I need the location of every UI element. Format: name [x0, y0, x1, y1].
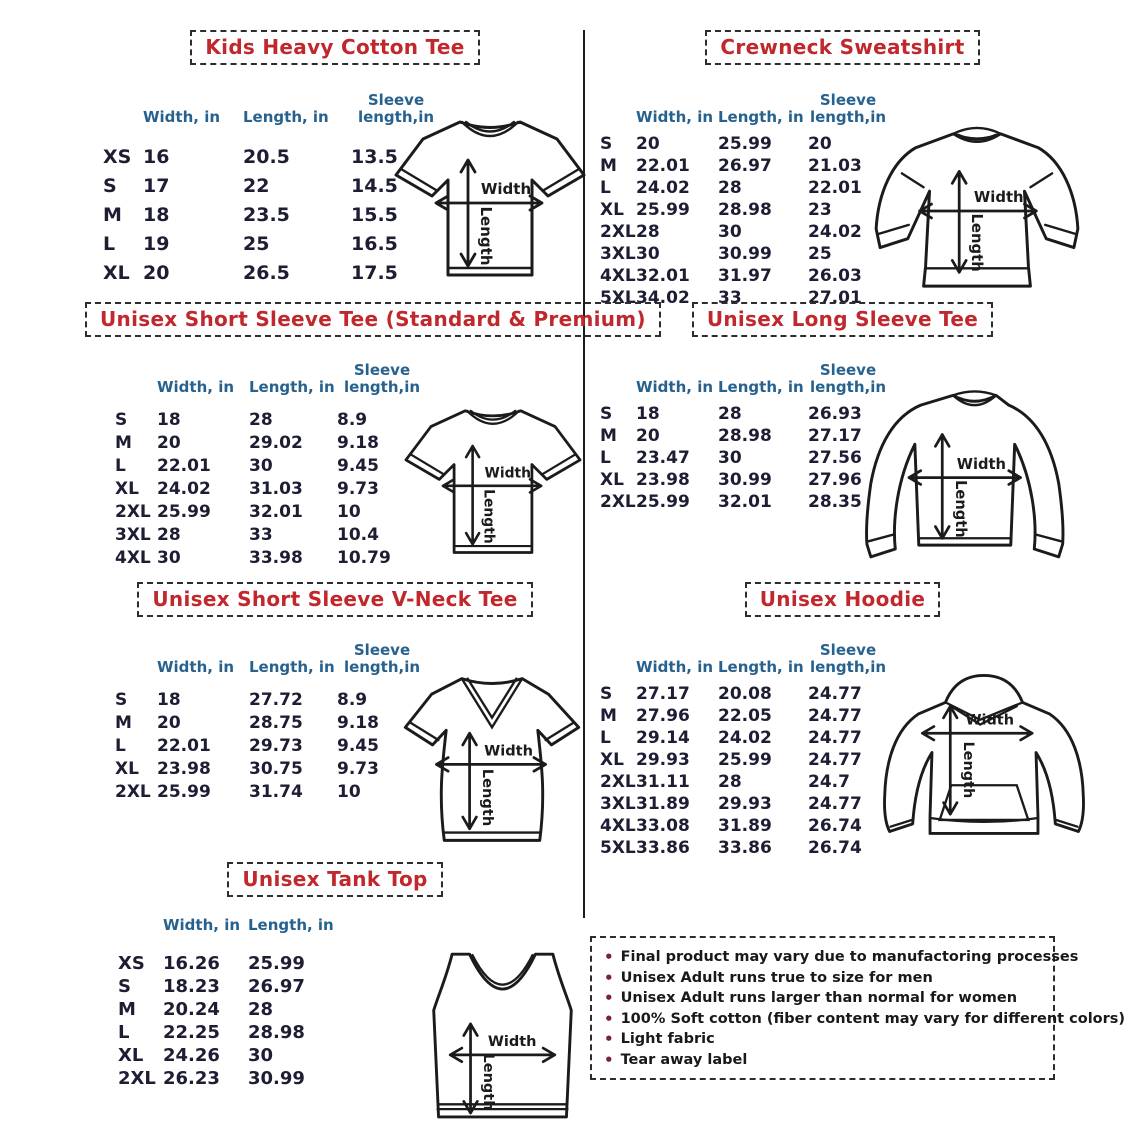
section-unisex-hoodie [595, 582, 1090, 864]
product-notes-box [590, 936, 1126, 1080]
column-header: Length, in [718, 378, 804, 396]
section-title: Unisex Short Sleeve V-Neck Tee [137, 582, 532, 617]
size-row [600, 469, 888, 491]
measurement-value: 28.75 [249, 712, 303, 733]
size-row [600, 425, 888, 447]
size-table [600, 632, 888, 859]
size-label: 4XL [115, 547, 151, 568]
size-label: 3XL [600, 794, 636, 814]
size-row [118, 998, 358, 1021]
measurement-value: 27.56 [808, 448, 862, 468]
measurement-value: 24.02 [636, 178, 690, 198]
measurement-value: 30.99 [718, 244, 772, 264]
measurement-value: 30 [718, 222, 742, 242]
measurement-value: 20 [808, 134, 832, 154]
measurement-value: 28.98 [718, 200, 772, 220]
long-sleeve-tee-illustration [862, 385, 1092, 577]
measurement-value: 29.93 [636, 750, 690, 770]
measurement-value: 20 [636, 426, 660, 446]
measurement-value: 26.97 [248, 976, 305, 997]
note-item [604, 988, 1043, 1009]
column-header: Width, in [157, 378, 235, 396]
measurement-value: 19 [143, 232, 170, 255]
measurement-value: 29.02 [249, 432, 303, 453]
size-table [600, 352, 888, 513]
size-row [600, 837, 888, 859]
column-header: Length, in [249, 378, 335, 396]
width-arrow-label: Width [480, 180, 532, 198]
size-row [115, 523, 427, 546]
measurement-value: 26.93 [808, 404, 862, 424]
measurement-value: 32.01 [718, 492, 772, 512]
size-row [115, 688, 427, 711]
column-header: Length, in [243, 108, 329, 126]
note-text: Tear away label [620, 1051, 748, 1068]
measurement-value: 28.35 [808, 492, 862, 512]
table-header-row [115, 632, 427, 676]
bullet-icon: • [604, 1030, 614, 1048]
size-label: L [115, 735, 126, 756]
size-label: XS [103, 145, 132, 168]
section-unisex-short-sleeve-tee [85, 302, 646, 580]
measurement-value: 9.73 [337, 478, 379, 499]
measurement-value: 15.5 [351, 203, 398, 226]
size-label: 5XL [600, 288, 636, 308]
measurement-value: 18.23 [163, 976, 220, 997]
width-arrow-label: Width [973, 189, 1024, 207]
measurement-value: 30 [636, 244, 660, 264]
size-row [600, 815, 888, 837]
size-row [600, 265, 888, 287]
size-label: M [115, 432, 132, 453]
measurement-value: 26.74 [808, 816, 862, 836]
bullet-icon: • [604, 1050, 614, 1069]
measurement-value: 28 [718, 404, 742, 424]
measurement-value: 24.77 [808, 684, 862, 704]
width-arrow-label: Width [956, 455, 1006, 473]
size-table [115, 632, 427, 803]
measurement-value: 22.01 [157, 735, 211, 756]
bullet-icon: • [604, 948, 614, 966]
measurement-value: 30.75 [249, 758, 303, 779]
measurement-value: 27.72 [249, 689, 303, 710]
measurement-value: 20.08 [718, 684, 772, 704]
measurement-value: 31.97 [718, 266, 772, 286]
size-label: S [600, 404, 613, 424]
measurement-value: 24.02 [157, 478, 211, 499]
measurement-value: 10.79 [337, 547, 391, 568]
size-label: S [118, 976, 131, 997]
size-row [600, 177, 888, 199]
measurement-value: 27.96 [636, 706, 690, 726]
measurement-value: 14.5 [351, 174, 398, 197]
tee-illustration [400, 396, 586, 572]
measurement-value: 30.99 [248, 1068, 305, 1089]
measurement-value: 25.99 [248, 953, 305, 974]
size-label: L [118, 1022, 130, 1043]
size-row [115, 408, 427, 431]
size-label: 4XL [600, 266, 636, 286]
size-label: L [115, 455, 126, 476]
measurement-value: 31.89 [636, 794, 690, 814]
note-text: Unisex Adult runs larger than normal for women [620, 990, 1018, 1006]
measurement-value: 25.99 [157, 781, 211, 802]
size-label: XL [600, 750, 624, 770]
measurement-value: 23.47 [636, 448, 690, 468]
measurement-value: 24.02 [808, 222, 862, 242]
size-label: XL [600, 200, 624, 220]
hoodie-illustration [878, 668, 1090, 864]
size-row [600, 403, 888, 425]
measurement-value: 31.11 [636, 772, 690, 792]
measurement-value: 31.74 [249, 781, 303, 802]
size-row [600, 447, 888, 469]
measurement-value: 22.01 [808, 178, 862, 198]
measurement-value: 26.03 [808, 266, 862, 286]
table-header-row [600, 632, 888, 676]
section-title: Unisex Tank Top [227, 862, 442, 897]
measurement-value: 34.02 [636, 288, 690, 308]
column-header: Width, in [163, 916, 241, 934]
size-row [115, 757, 427, 780]
size-row [600, 771, 888, 793]
size-row [600, 199, 888, 221]
measurement-value: 16.5 [351, 232, 398, 255]
size-label: M [600, 706, 617, 726]
measurement-value: 20.24 [163, 999, 220, 1020]
measurement-value: 24.7 [808, 772, 850, 792]
size-row [600, 793, 888, 815]
size-row [600, 749, 888, 771]
measurement-value: 25.99 [636, 200, 690, 220]
measurement-value: 27.17 [636, 684, 690, 704]
table-header-row [600, 352, 888, 396]
size-row [115, 454, 427, 477]
size-row [115, 734, 427, 757]
measurement-value: 22.01 [636, 156, 690, 176]
measurement-value: 29.14 [636, 728, 690, 748]
size-label: L [600, 178, 611, 198]
size-row [600, 155, 888, 177]
measurement-value: 33.08 [636, 816, 690, 836]
measurement-value: 28 [249, 409, 273, 430]
size-row [600, 727, 888, 749]
measurement-value: 24.77 [808, 794, 862, 814]
size-label: XL [115, 478, 139, 499]
note-item [604, 947, 1079, 968]
length-arrow-label: Length [479, 768, 497, 827]
measurement-value: 21.03 [808, 156, 862, 176]
measurement-value: 33 [718, 288, 742, 308]
size-row [118, 952, 358, 975]
size-label: 2XL [600, 492, 636, 512]
measurement-value: 25.99 [718, 750, 772, 770]
measurement-value: 29.93 [718, 794, 772, 814]
measurement-value: 18 [636, 404, 660, 424]
width-arrow-label: Width [965, 712, 1014, 729]
measurement-value: 30.99 [718, 470, 772, 490]
size-table [600, 82, 888, 309]
measurement-value: 18 [157, 409, 181, 430]
size-label: M [103, 203, 122, 226]
measurement-value: 9.45 [337, 735, 379, 756]
size-row [115, 546, 427, 569]
column-header: Width, in [157, 658, 235, 676]
length-arrow-label: Length [959, 741, 976, 799]
measurement-value: 31.89 [718, 816, 772, 836]
size-label: M [600, 426, 617, 446]
width-arrow-label: Width [487, 1034, 537, 1051]
measurement-value: 26.23 [163, 1068, 220, 1089]
column-header: Sleeve length,in [809, 641, 887, 676]
measurement-value: 30 [718, 448, 742, 468]
measurement-value: 10 [337, 781, 361, 802]
size-row [115, 711, 427, 734]
size-row [115, 431, 427, 454]
note-item [604, 1009, 1126, 1030]
tee-illustration [390, 106, 590, 296]
size-label: M [600, 156, 617, 176]
measurement-value: 33.86 [718, 838, 772, 858]
measurement-value: 9.45 [337, 455, 379, 476]
size-label: 2XL [115, 501, 151, 522]
measurement-value: 13.5 [351, 145, 398, 168]
size-label: 2XL [118, 1068, 156, 1089]
width-arrow-label: Width [484, 465, 532, 482]
note-text: 100% Soft cotton (fiber content may vary for different colors) [620, 1010, 1126, 1027]
bullet-icon: • [604, 989, 614, 1007]
size-label: L [600, 448, 611, 468]
size-row [600, 683, 888, 705]
measurement-value: 23.98 [157, 758, 211, 779]
measurement-value: 28 [636, 222, 660, 242]
column-header: Sleeve length,in [809, 91, 887, 126]
measurement-value: 31.03 [249, 478, 303, 499]
size-label: XL [600, 470, 624, 490]
size-label: 3XL [115, 524, 151, 545]
note-item [604, 1050, 1043, 1071]
column-header: Length, in [718, 108, 804, 126]
measurement-value: 25 [243, 232, 270, 255]
measurement-value: 23 [808, 200, 832, 220]
measurement-value: 33.98 [249, 547, 303, 568]
column-header: Length, in [249, 658, 335, 676]
size-row [118, 1067, 358, 1090]
size-label: S [600, 684, 613, 704]
measurement-value: 20 [157, 712, 181, 733]
measurement-value: 9.73 [337, 758, 379, 779]
column-header: Width, in [636, 658, 714, 676]
size-row [118, 975, 358, 998]
size-label: L [103, 232, 116, 255]
measurement-value: 8.9 [337, 409, 368, 430]
bullet-icon: • [604, 968, 614, 987]
length-arrow-label: Length [480, 1053, 497, 1111]
measurement-value: 33 [249, 524, 273, 545]
length-arrow-label: Length [968, 213, 986, 272]
table-header-row [600, 82, 888, 126]
vneck-tee-illustration [398, 665, 586, 855]
size-row [600, 491, 888, 513]
measurement-value: 28 [248, 999, 274, 1020]
measurement-value: 32.01 [249, 501, 303, 522]
size-label: XL [103, 261, 130, 284]
measurement-value: 28.98 [718, 426, 772, 446]
measurement-value: 28 [157, 524, 181, 545]
section-title: Unisex Short Sleeve Tee (Standard & Premium) [85, 302, 661, 337]
table-header-row [115, 352, 427, 396]
size-label: S [115, 409, 128, 430]
size-label: S [600, 134, 613, 154]
size-label: S [115, 689, 128, 710]
size-label: 3XL [600, 244, 636, 264]
measurement-value: 23.98 [636, 470, 690, 490]
measurement-value: 30 [157, 547, 181, 568]
size-row [115, 500, 427, 523]
measurement-value: 25 [808, 244, 832, 264]
measurement-value: 24.77 [808, 750, 862, 770]
measurement-value: 22 [243, 174, 270, 197]
measurement-value: 26.97 [718, 156, 772, 176]
note-item [604, 968, 1043, 989]
measurement-value: 32.01 [636, 266, 690, 286]
measurement-value: 22.05 [718, 706, 772, 726]
measurement-value: 25.99 [636, 492, 690, 512]
measurement-value: 30 [249, 455, 273, 476]
size-label: M [115, 712, 132, 733]
column-header: Sleeve length,in [343, 641, 421, 676]
measurement-value: 8.9 [337, 689, 368, 710]
section-unisex-tank-top [85, 862, 585, 1134]
measurement-value: 18 [157, 689, 181, 710]
column-header: Length, in [248, 916, 334, 934]
measurement-value: 17.5 [351, 261, 398, 284]
measurement-value: 26.5 [243, 261, 290, 284]
size-row [600, 133, 888, 155]
measurement-value: 27.96 [808, 470, 862, 490]
size-label: 5XL [600, 838, 636, 858]
section-title: Unisex Hoodie [745, 582, 941, 617]
note-text: Light fabric [620, 1031, 715, 1047]
note-text: Final product may vary due to manufactoring processes [620, 949, 1079, 965]
column-header: Width, in [636, 378, 714, 396]
measurement-value: 28 [718, 178, 742, 198]
measurement-value: 27.01 [808, 288, 862, 308]
measurement-value: 25.99 [157, 501, 211, 522]
column-header: Sleeve length,in [357, 91, 435, 126]
measurement-value: 24.77 [808, 706, 862, 726]
size-row [118, 1021, 358, 1044]
measurement-value: 22.01 [157, 455, 211, 476]
bullet-icon: • [604, 1009, 614, 1028]
size-row [115, 477, 427, 500]
measurement-value: 10.4 [337, 524, 379, 545]
measurement-value: 24.26 [163, 1045, 220, 1066]
measurement-value: 24.02 [718, 728, 772, 748]
section-unisex-long-sleeve-tee [595, 302, 1090, 580]
width-arrow-label: Width [484, 742, 534, 760]
column-header: Sleeve length,in [343, 361, 421, 396]
size-label: 2XL [115, 781, 151, 802]
size-row [600, 243, 888, 265]
size-label: XL [118, 1045, 144, 1066]
length-arrow-label: Length [480, 489, 497, 544]
size-label: 2XL [600, 222, 636, 242]
size-label: 2XL [600, 772, 636, 792]
length-arrow-label: Length [951, 480, 969, 538]
measurement-value: 16.26 [163, 953, 220, 974]
measurement-value: 29.73 [249, 735, 303, 756]
measurement-value: 28 [718, 772, 742, 792]
measurement-value: 16 [143, 145, 170, 168]
note-item [604, 1029, 1043, 1050]
size-label: 4XL [600, 816, 636, 836]
measurement-value: 20 [143, 261, 170, 284]
column-header: Sleeve length,in [809, 361, 887, 396]
size-row [600, 221, 888, 243]
measurement-value: 24.77 [808, 728, 862, 748]
section-crewneck-sweatshirt [595, 30, 1090, 308]
measurement-value: 28.98 [248, 1022, 305, 1043]
length-arrow-label: Length [477, 206, 495, 266]
section-kids-heavy-cotton-tee [85, 30, 585, 300]
measurement-value: 9.18 [337, 432, 379, 453]
size-label: M [118, 999, 136, 1020]
measurement-value: 25.99 [718, 134, 772, 154]
table-header-row [118, 910, 358, 934]
section-title: Kids Heavy Cotton Tee [190, 30, 479, 65]
measurement-value: 30 [248, 1045, 274, 1066]
size-label: S [103, 174, 117, 197]
measurement-value: 23.5 [243, 203, 290, 226]
measurement-value: 22.25 [163, 1022, 220, 1043]
measurement-value: 18 [143, 203, 170, 226]
measurement-value: 20 [636, 134, 660, 154]
size-row [115, 780, 427, 803]
measurement-value: 9.18 [337, 712, 379, 733]
section-title: Unisex Long Sleeve Tee [692, 302, 993, 337]
measurement-value: 20.5 [243, 145, 290, 168]
size-label: XL [115, 758, 139, 779]
section-unisex-vneck-tee [85, 582, 585, 860]
column-header: Length, in [718, 658, 804, 676]
size-row [118, 1044, 358, 1067]
column-header: Width, in [143, 108, 221, 126]
measurement-value: 27.17 [808, 426, 862, 446]
measurement-value: 17 [143, 174, 170, 197]
measurement-value: 10 [337, 501, 361, 522]
size-label: XS [118, 953, 145, 974]
size-row [600, 705, 888, 727]
note-text: Unisex Adult runs true to size for men [620, 969, 933, 986]
measurement-value: 33.86 [636, 838, 690, 858]
measurement-value: 26.74 [808, 838, 862, 858]
tank-top-illustration [425, 945, 580, 1127]
size-table [118, 910, 358, 1090]
measurement-value: 20 [157, 432, 181, 453]
sweatshirt-illustration [868, 122, 1086, 300]
column-header: Width, in [636, 108, 714, 126]
size-label: L [600, 728, 611, 748]
size-table [115, 352, 427, 569]
section-title: Crewneck Sweatshirt [705, 30, 979, 65]
